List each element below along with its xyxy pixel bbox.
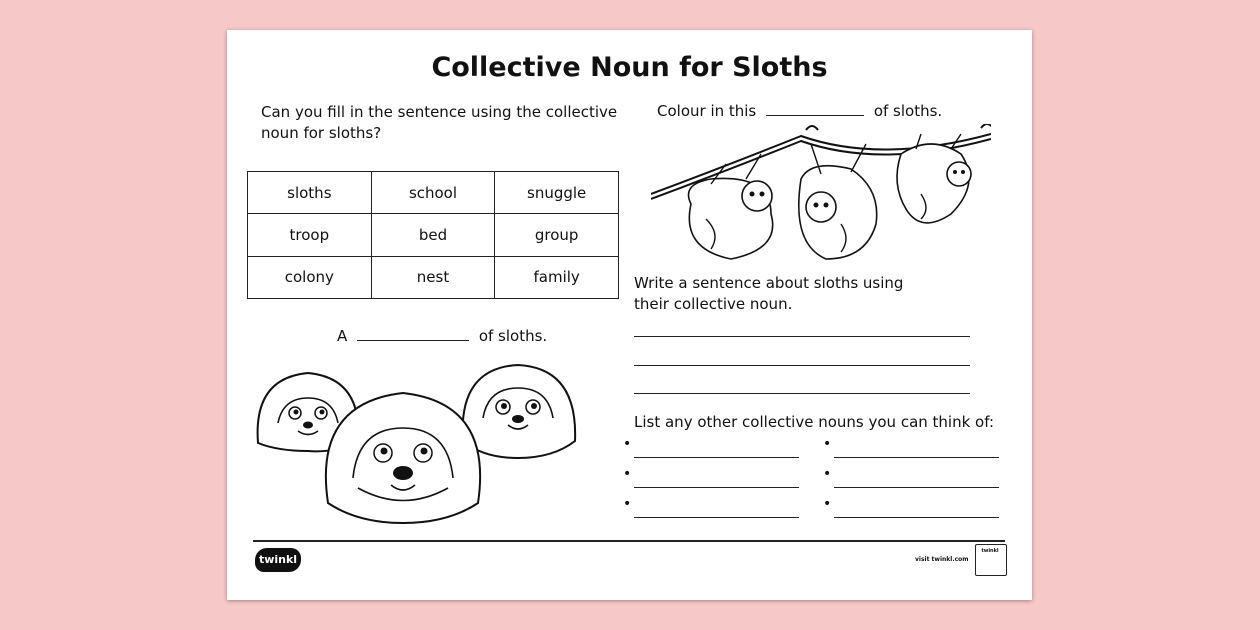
word-cell: family <box>495 256 619 298</box>
list-line[interactable] <box>834 487 999 488</box>
bullet-icon: • <box>623 496 632 512</box>
list-line[interactable] <box>634 517 799 518</box>
footer-divider <box>253 540 1005 542</box>
word-grid-row <box>248 172 619 214</box>
list-line[interactable] <box>634 457 799 458</box>
colour-blank[interactable] <box>766 103 864 116</box>
bullet-icon: • <box>823 436 832 452</box>
word-cell: bed <box>371 214 495 256</box>
word-cell: sloths <box>248 172 372 214</box>
fill-question: Can you fill in the sentence using the collective noun for sloths? <box>261 103 618 142</box>
writing-line[interactable] <box>634 336 970 337</box>
word-cell: snuggle <box>495 172 619 214</box>
list-line[interactable] <box>834 517 999 518</box>
word-grid <box>247 171 619 299</box>
writing-line[interactable] <box>634 393 970 394</box>
word-grid-row <box>248 256 619 298</box>
word-cell: troop <box>248 214 372 256</box>
bullet-icon: • <box>623 466 632 482</box>
colour-instruction <box>657 102 942 120</box>
word-cell: school <box>371 172 495 214</box>
hanging-sloths-illustration <box>651 124 991 264</box>
bullet-icon: • <box>823 496 832 512</box>
word-grid-row <box>248 214 619 256</box>
colour-prefix: Colour in this <box>657 102 757 120</box>
list-line[interactable] <box>834 457 999 458</box>
sentence-prefix: A <box>337 327 348 345</box>
colour-suffix: of sloths. <box>873 102 943 120</box>
visit-link[interactable]: visit twinkl.com <box>915 556 969 563</box>
worksheet-page <box>227 30 1032 600</box>
write-question: Write a sentence about sloths using their collective noun. <box>634 274 904 313</box>
fill-sentence <box>337 327 547 345</box>
word-cell: group <box>495 214 619 256</box>
answer-blank[interactable] <box>357 328 469 341</box>
worksheet-title: Collective Noun for Sloths <box>431 52 828 83</box>
twinkl-logo[interactable]: twinkl <box>255 548 301 572</box>
bullet-icon: • <box>823 466 832 482</box>
sentence-suffix: of sloths. <box>478 327 548 345</box>
sloth-heads-illustration <box>253 363 613 528</box>
list-question: List any other collective nouns you can think of: <box>634 413 995 431</box>
word-cell: colony <box>248 256 372 298</box>
writing-line[interactable] <box>634 365 970 366</box>
word-cell: nest <box>371 256 495 298</box>
bullet-icon: • <box>623 436 632 452</box>
badge-label: twinkl <box>981 548 999 554</box>
list-line[interactable] <box>634 487 799 488</box>
